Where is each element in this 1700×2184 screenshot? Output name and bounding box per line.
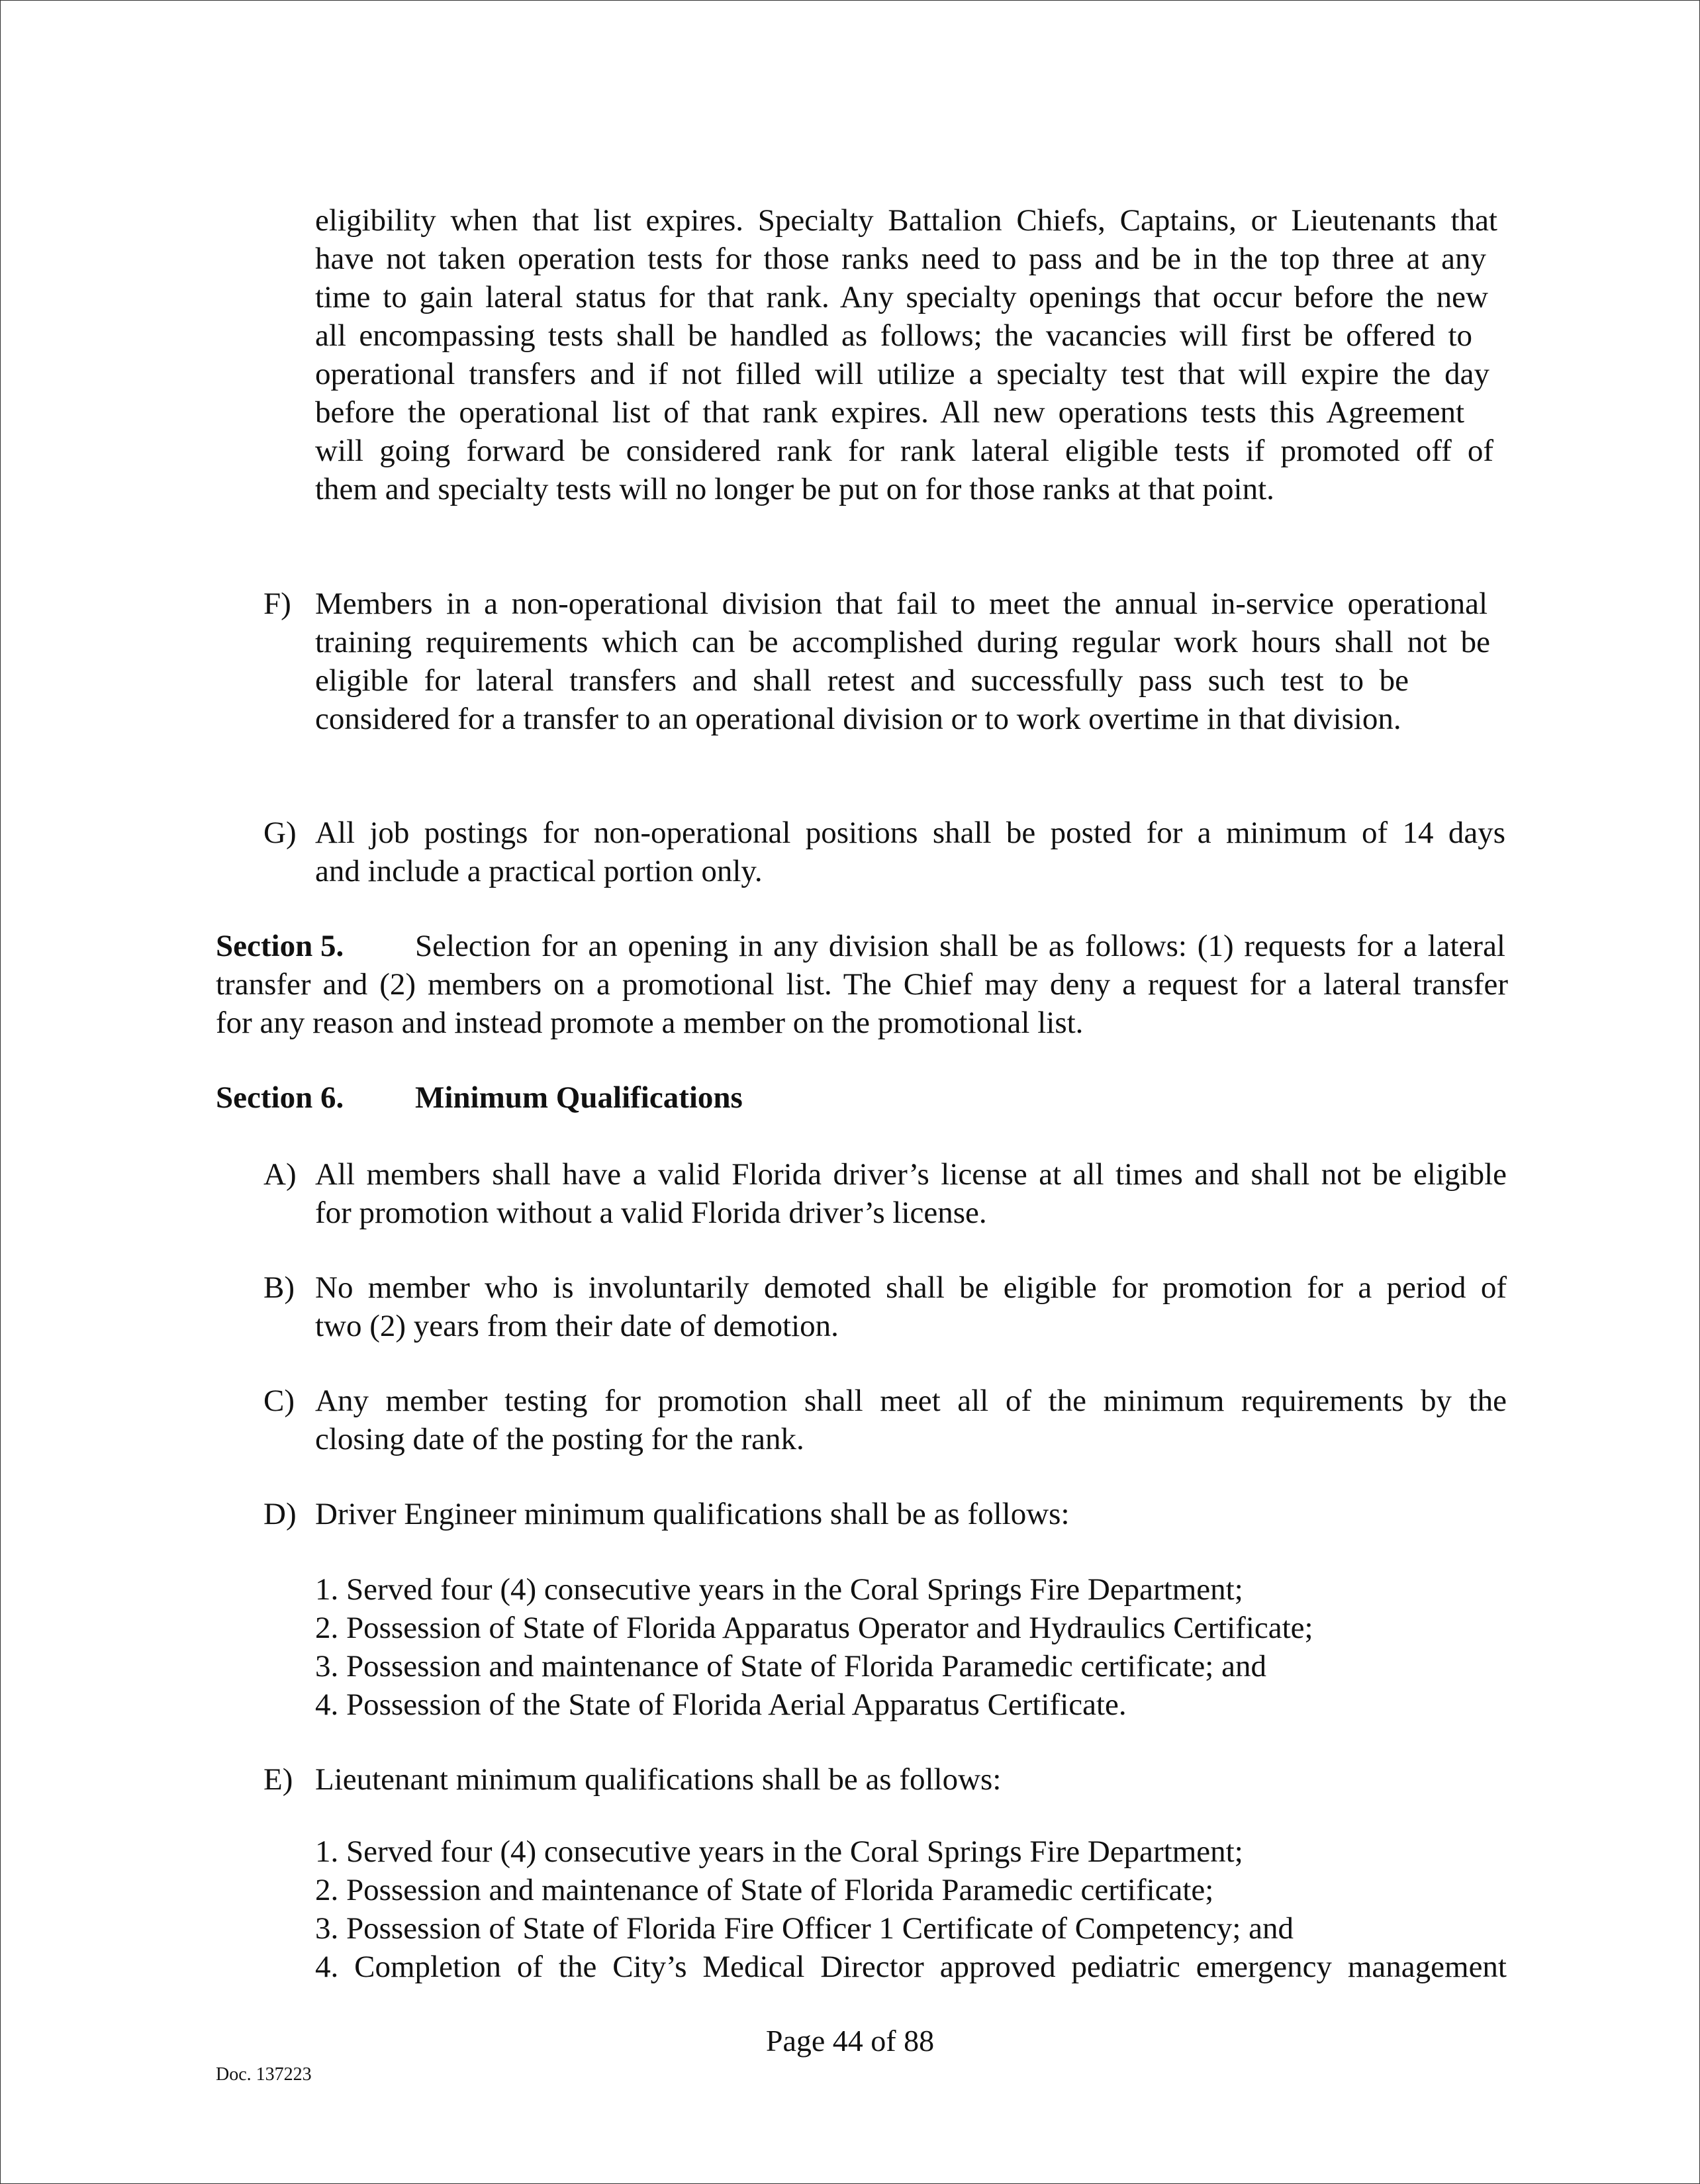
paragraph-line: all encompassing tests shall be handled as follows; the vacancies will first be offered to [315,318,1472,353]
item-line: All job postings for non-operational positions shall be posted for a minimum of 14 days [315,816,1505,850]
sublist-item: 2. Possession of State of Florida Apparatus Operator and Hydraulics Certificate; [315,1611,1313,1645]
sublist-item: 4. Possession of the State of Florida Aerial Apparatus Certificate. [315,1687,1127,1722]
section-5-label: Section 5. [216,929,344,963]
section-5-line: for any reason and instead promote a member on the promotional list. [216,1006,1084,1040]
item-line: for promotion without a valid Florida driver’s license. [315,1196,987,1230]
item-line: considered for a transfer to an operational division or to work overtime in that division. [315,702,1401,736]
paragraph-line: them and specialty tests will no longer be put on for those ranks at that point. [315,472,1274,506]
item-marker: G) [263,816,297,850]
sublist-item: 3. Possession of State of Florida Fire Officer 1 Certificate of Competency; and [315,1911,1294,1946]
item-line: two (2) years from their date of demotion. [315,1309,839,1343]
item-line: Any member testing for promotion shall meet all of the minimum requirements by the [315,1384,1507,1418]
sublist-item: 2. Possession and maintenance of State of Florida Paramedic certificate; [315,1873,1214,1907]
section-5-line: Selection for an opening in any division shall be as follows: (1) requests for a lateral [415,929,1505,963]
sublist-item: 3. Possession and maintenance of State of Florida Paramedic certificate; and [315,1649,1266,1684]
item-line: training requirements which can be accomplished during regular work hours shall not be [315,625,1490,659]
item-marker: E) [263,1762,293,1797]
item-line: Lieutenant minimum qualifications shall be as follows: [315,1762,1002,1797]
item-line: No member who is involuntarily demoted shall be eligible for promotion for a period of [315,1270,1507,1305]
paragraph-line: have not taken operation tests for those ranks need to pass and be in the top three at any [315,242,1486,276]
paragraph-line: will going forward be considered rank for rank lateral eligible tests if promoted off of [315,434,1493,468]
item-line: closing date of the posting for the rank. [315,1422,804,1456]
item-line: Driver Engineer minimum qualifications shall be as follows: [315,1497,1070,1531]
page-number: Page 44 of 88 [765,2024,935,2058]
section-5-line: transfer and (2) members on a promotional list. The Chief may deny a request for a lateral transfer [216,967,1508,1002]
item-marker: A) [263,1157,297,1192]
paragraph-line: eligibility when that list expires. Specialty Battalion Chiefs, Captains, or Lieutenants that [315,203,1497,238]
paragraph-line: before the operational list of that rank expires. All new operations tests this Agreement [315,395,1464,430]
item-line: eligible for lateral transfers and shall retest and successfully pass such test to be [315,663,1409,698]
item-marker: F) [263,587,291,621]
sublist-item: 1. Served four (4) consecutive years in the Coral Springs Fire Department; [315,1834,1243,1869]
item-marker: C) [263,1384,295,1418]
item-line: All members shall have a valid Florida driver’s license at all times and shall not be eligible [315,1157,1507,1192]
item-line: Members in a non-operational division that fail to meet the annual in-service operational [315,587,1488,621]
item-marker: D) [263,1497,297,1531]
paragraph-line: time to gain lateral status for that rank. Any specialty openings that occur before the new [315,280,1488,314]
doc-number: Doc. 137223 [216,2064,312,2085]
section-6-title: Minimum Qualifications [415,1080,743,1115]
paragraph-line: operational transfers and if not filled will utilize a specialty test that will expire the day [315,357,1489,391]
section-6-label: Section 6. [216,1080,344,1115]
item-line: and include a practical portion only. [315,854,763,888]
item-marker: B) [263,1270,295,1305]
sublist-item: 1. Served four (4) consecutive years in the Coral Springs Fire Department; [315,1572,1243,1607]
sublist-item: 4. Completion of the City’s Medical Director approved pediatric emergency management [315,1950,1507,1984]
